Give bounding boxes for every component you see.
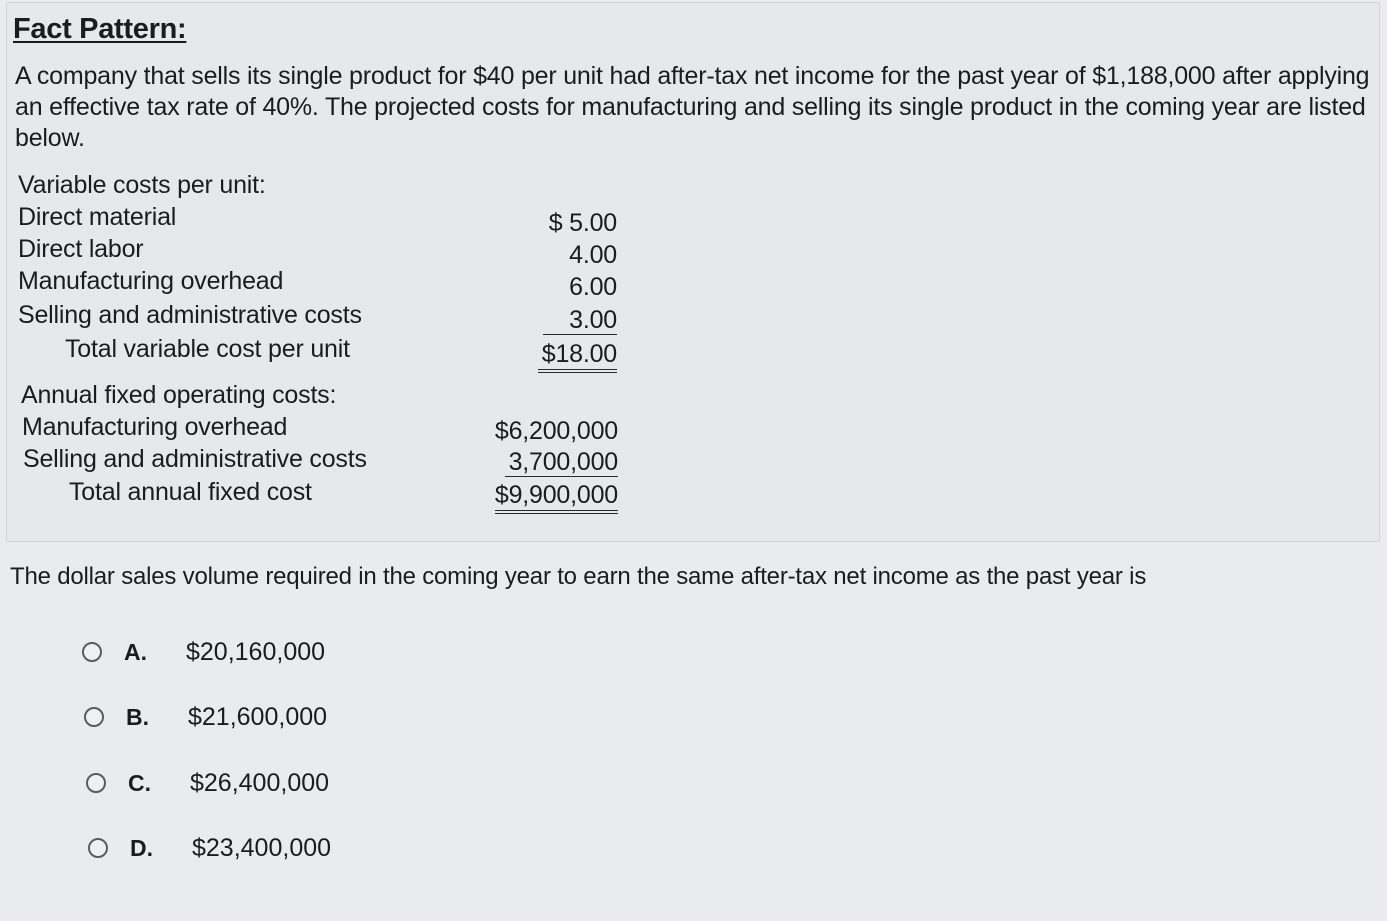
variable-item-amount: 4.00: [569, 241, 617, 269]
fixed-item-amount: $6,200,000: [494, 417, 618, 445]
variable-total-amount-wrap: [417, 339, 617, 373]
variable-item-label: Selling and administrative costs: [18, 301, 362, 329]
variable-item-amount: 6.00: [569, 273, 617, 301]
option-value: $26,400,000: [190, 768, 330, 797]
variable-item-label: Direct labor: [18, 235, 144, 263]
variable-item-amount-wrap: [417, 305, 617, 335]
fixed-item-label: Manufacturing overhead: [22, 413, 288, 441]
fixed-total-amount: $9,900,000: [495, 481, 618, 514]
variable-item-amount: $ 5.00: [548, 209, 617, 237]
variable-item-amount: 3.00: [543, 306, 617, 335]
radio-button-icon[interactable]: [88, 838, 108, 858]
option-value: $23,400,000: [192, 833, 332, 862]
fixed-costs-header: Annual fixed operating costs:: [21, 381, 337, 409]
option-letter: C.: [128, 769, 151, 796]
radio-button-icon[interactable]: [86, 773, 106, 793]
fixed-item-label: Selling and administrative costs: [23, 445, 367, 473]
fixed-total-amount-wrap: [418, 480, 618, 514]
fixed-total-label: Total annual fixed cost: [69, 478, 312, 506]
option-b[interactable]: [84, 700, 327, 734]
radio-button-icon[interactable]: [84, 707, 104, 727]
question-text: The dollar sales volume required in the coming year to earn the same after-tax net income as the past year is: [10, 563, 1147, 590]
variable-item-label: Direct material: [18, 203, 177, 231]
variable-costs-header: Variable costs per unit:: [18, 171, 266, 199]
variable-item-label: Manufacturing overhead: [18, 267, 284, 295]
variable-total-label: Total variable cost per unit: [65, 335, 350, 363]
fact-pattern-panel: [6, 2, 1380, 542]
radio-button-icon[interactable]: [82, 642, 102, 662]
option-letter: A.: [124, 638, 147, 665]
option-a[interactable]: [82, 635, 325, 669]
variable-total-amount: $18.00: [538, 340, 617, 373]
fact-pattern-intro: A company that sells its single product for $40 per unit had after-tax net income for the past year of $1,188,000 after applying an effective tax rate of 40%. The projected costs for manufacturing and selling its single product in the coming year are listed below.: [15, 62, 1370, 152]
option-c[interactable]: [86, 766, 329, 800]
option-d[interactable]: [88, 831, 331, 865]
fact-pattern-heading: Fact Pattern:: [13, 13, 187, 45]
fixed-item-amount-wrap: [418, 447, 618, 477]
option-letter: B.: [126, 703, 149, 730]
option-value: $20,160,000: [186, 637, 326, 666]
fixed-item-amount: 3,700,000: [505, 448, 618, 477]
option-letter: D.: [130, 834, 153, 861]
option-value: $21,600,000: [188, 702, 328, 731]
